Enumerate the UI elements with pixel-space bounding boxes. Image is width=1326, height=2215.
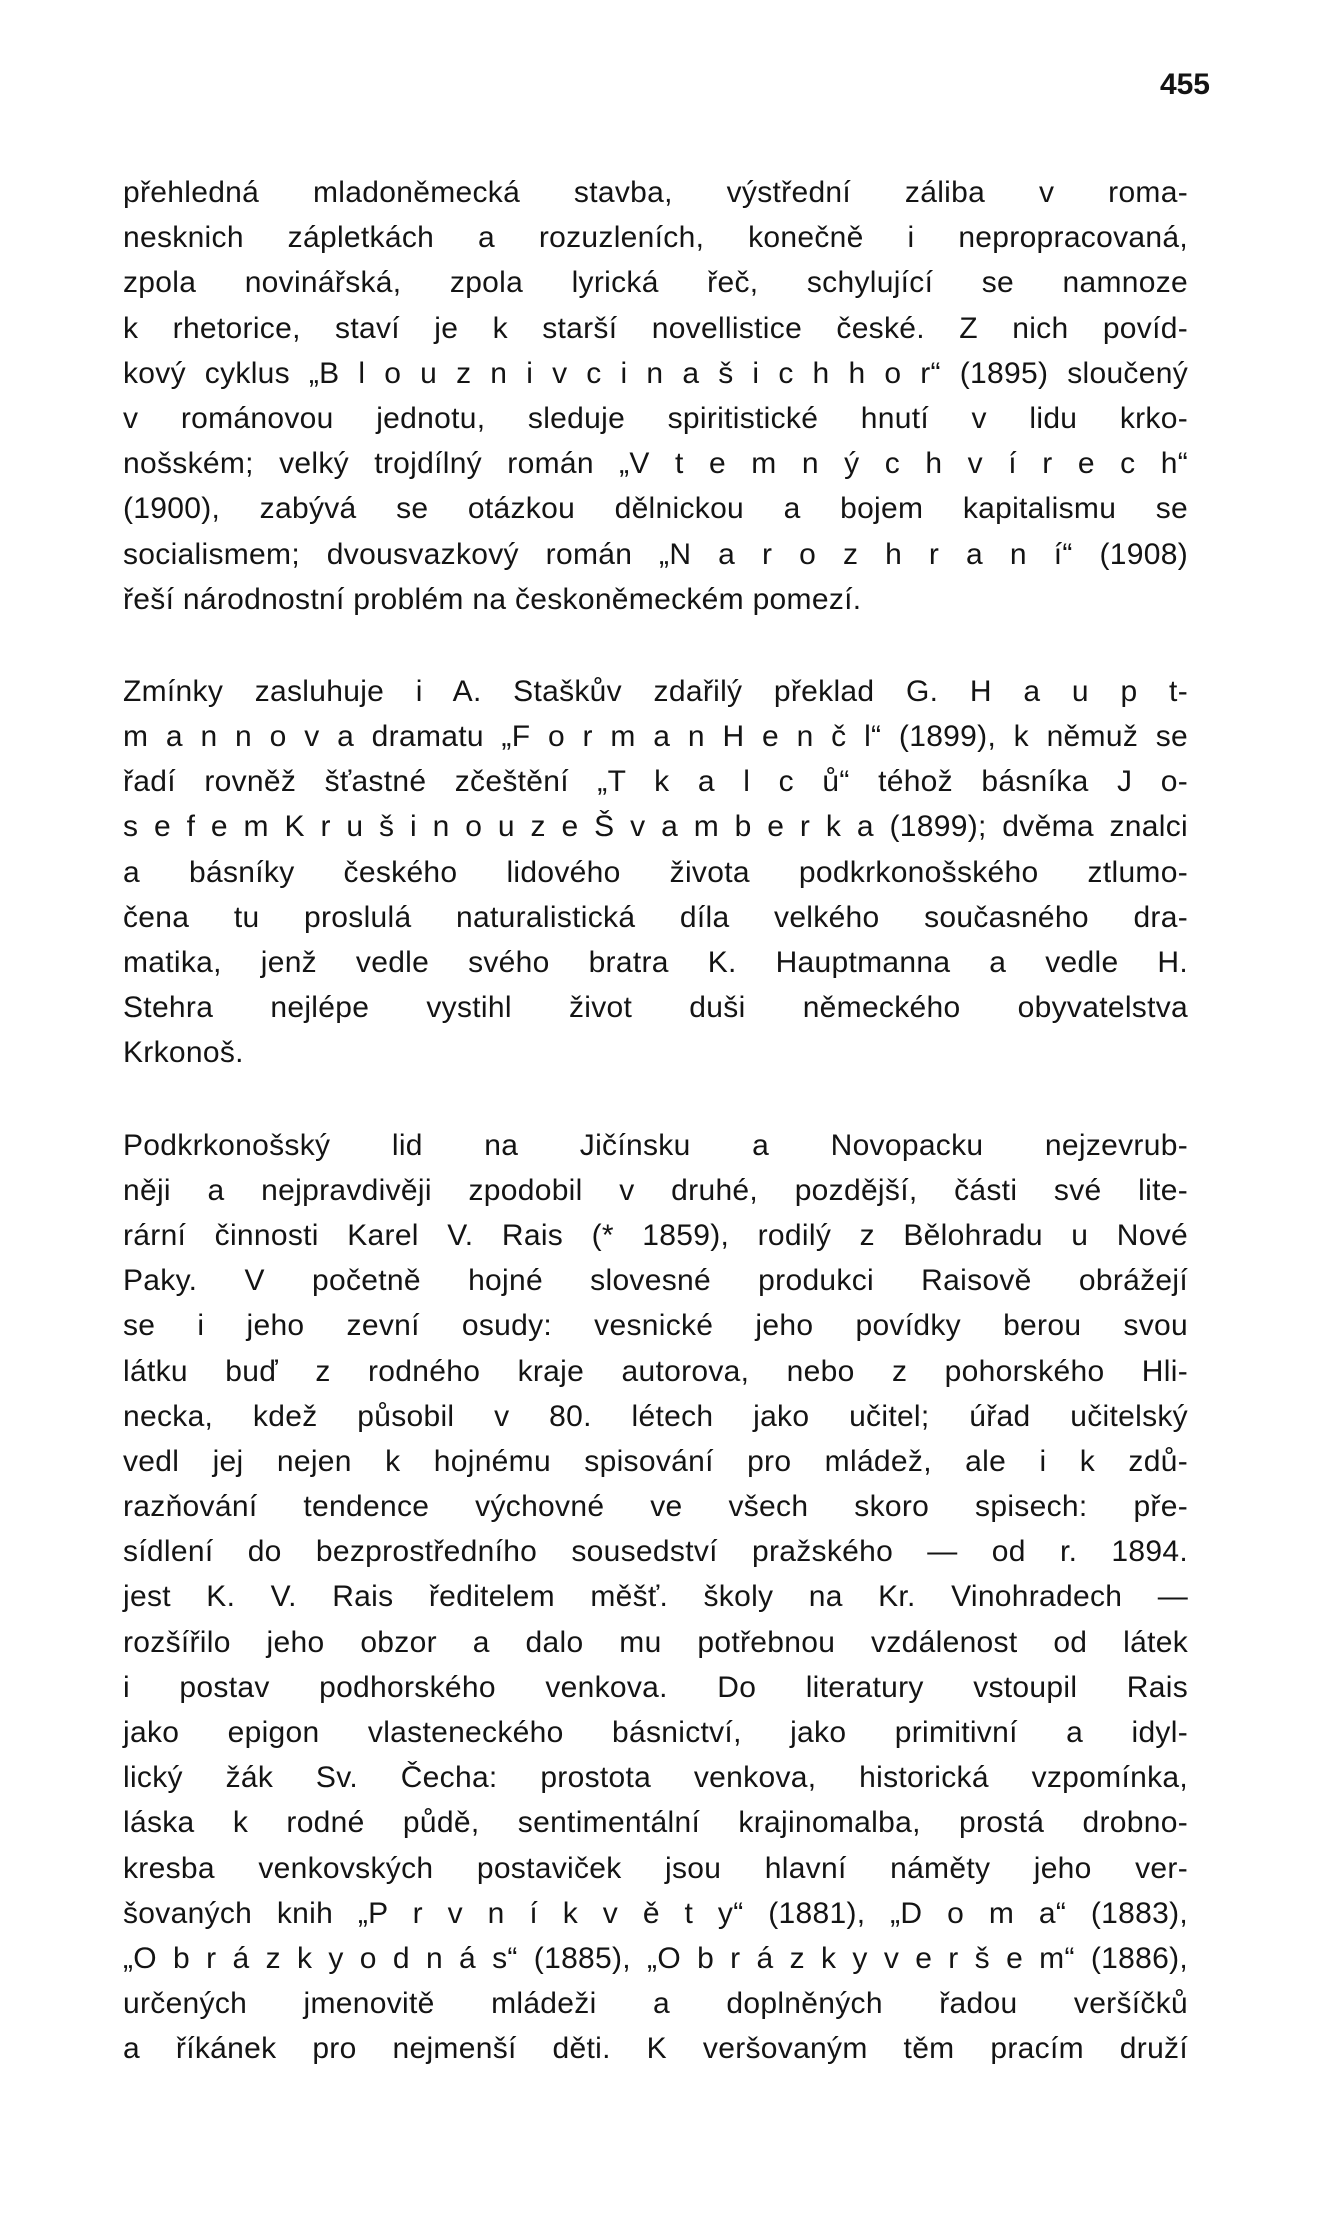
text-line: lický žák Sv. Čecha: prostota venkova, historická vzpomínka, [123, 1761, 1188, 1795]
text-line: rozšířilo jeho obzor a dalo mu potřebnou vzdálenost od látek [123, 1625, 1188, 1659]
text-line: Podkrkonošský lid na Jičínsku a Novopacku nejzevrub- [123, 1128, 1188, 1162]
text-line: řadí rovněž šťastné zčeštění „T k a l c ů“ téhož básníka J o- [123, 765, 1188, 799]
text-line: a říkánek pro nejmenší děti. K veršovaným těm pracím druží [123, 2032, 1188, 2066]
paragraph-gap [123, 1076, 1188, 1123]
text-line: necka, kdež působil v 80. létech jako učitel; úřad učitelský [123, 1399, 1188, 1433]
text-line: Paky. V početně hojné slovesné produkci Raisově obrážejí [123, 1264, 1188, 1298]
paragraph-1 [123, 170, 1188, 622]
text-line: m a n n o v a dramatu „F o r m a n H e n č l“ (1899), k němuž se [123, 720, 1188, 754]
text-line: kresba venkovských postaviček jsou hlavní náměty jeho ver- [123, 1851, 1188, 1885]
text-line: sídlení do bezprostředního sousedství pražského — od r. 1894. [123, 1535, 1188, 1569]
body-text [123, 170, 1188, 2072]
text-line: se i jeho zevní osudy: vesnické jeho povídky berou svou [123, 1309, 1188, 1343]
text-line: vedl jej nejen k hojnému spisování pro mládež, ale i k zdů- [123, 1444, 1188, 1478]
text-line: látku buď z rodného kraje autorova, nebo z pohorského Hli- [123, 1354, 1188, 1388]
text-line: čena tu proslulá naturalistická díla velkého současného dra- [123, 900, 1188, 934]
paragraph-gap [123, 622, 1188, 669]
text-line: Zmínky zasluhuje i A. Staškův zdařilý překlad G. H a u p t- [123, 674, 1188, 708]
text-line: Stehra nejlépe vystihl život duši německého obyvatelstva [123, 991, 1188, 1025]
text-line: a básníky českého lidového života podkrkonošského ztlumo- [123, 855, 1188, 889]
text-line: láska k rodné půdě, sentimentální krajinomalba, prostá drobno- [123, 1806, 1188, 1840]
text-line: razňování tendence výchovné ve všech skoro spisech: pře- [123, 1490, 1188, 1524]
text-line: jako epigon vlasteneckého básnictví, jako primitivní a idyl- [123, 1716, 1188, 1749]
text-line: socialismem; dvousvazkový román „N a r o z h r a n í“ (1908) [123, 537, 1188, 571]
text-line: jest K. V. Rais ředitelem měšť. školy na Kr. Vinohradech — [123, 1580, 1188, 1614]
paragraph-3 [123, 1123, 1188, 2072]
text-line: kový cyklus „B l o u z n i v c i n a š i c h h o r“ (1895) sloučený [123, 356, 1188, 390]
text-line: přehledná mladoněmecká stavba, výstřední záliba v roma- [123, 176, 1188, 209]
page-number: 455 [1159, 68, 1210, 101]
text-line: něji a nejpravdivěji zpodobil v druhé, pozdější, části své lite- [123, 1173, 1188, 1207]
text-line: rární činnosti Karel V. Rais (* 1859), rodilý z Bělohradu u Nové [123, 1218, 1188, 1252]
text-line: určených jmenovitě mládeži a doplněných řadou veršíčků [123, 1987, 1188, 2021]
text-line: nesknich zápletkách a rozuzleních, konečně i nepropracovaná, [123, 221, 1188, 255]
text-line: s e f e m K r u š i n o u z e Š v a m b e r k a (1899); dvěma znalci [123, 810, 1188, 844]
text-line: v románovou jednotu, sleduje spiritistické hnutí v lidu krko- [123, 401, 1188, 435]
text-line: zpola novinářská, zpola lyrická řeč, schylující se namnoze [123, 266, 1188, 300]
paragraph-2 [123, 669, 1188, 1076]
text-line: (1900), zabývá se otázkou dělnickou a bojem kapitalismu se [123, 492, 1188, 526]
text-line: Krkonoš. [123, 1036, 244, 1070]
text-line: řeší národnostní problém na českoněmeckém pomezí. [123, 582, 862, 616]
text-line: šovaných knih „P r v n í k v ě t y“ (1881), „D o m a“ (1883), [123, 1896, 1188, 1930]
text-line: „O b r á z k y o d n á s“ (1885), „O b r á z k y v e r š e m“ (1886), [123, 1941, 1188, 1975]
text-line: nošském; velký trojdílný román „V t e m n ý c h v í r e c h“ [123, 447, 1188, 481]
text-line: k rhetorice, staví je k starší novellistice české. Z nich povíd- [123, 311, 1188, 345]
text-line: matika, jenž vedle svého bratra K. Hauptmanna a vedle H. [123, 946, 1188, 979]
text-line: i postav podhorského venkova. Do literatury vstoupil Rais [123, 1670, 1188, 1704]
